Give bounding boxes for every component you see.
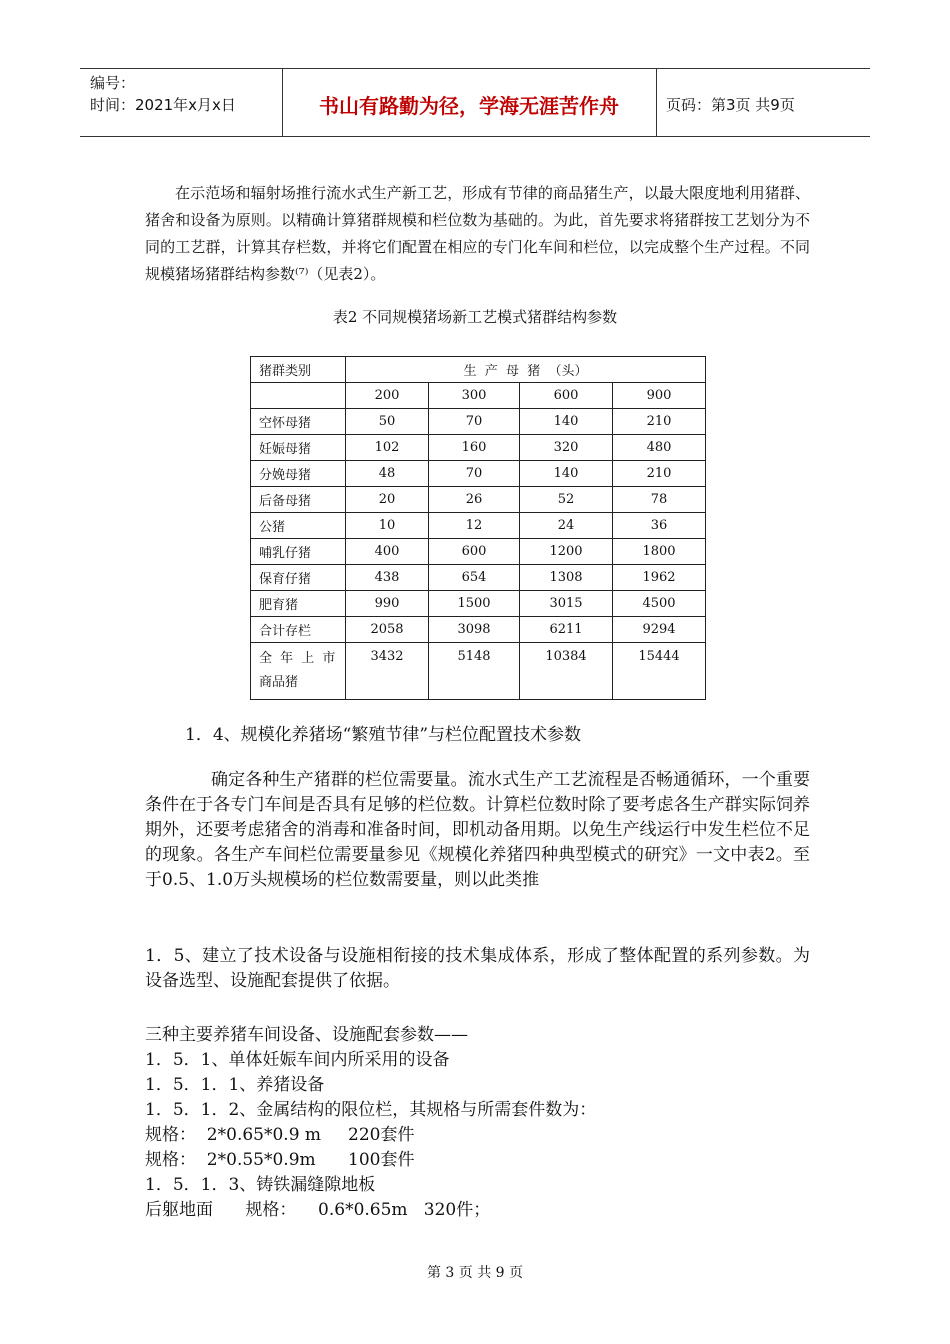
row-label-line1: 全 年 上 市 [259,651,338,666]
header-time-label: 时间：2021年x月x日 [90,96,236,114]
table-cell: 1962 [613,565,706,591]
herd-structure-table [250,356,706,700]
table-row [251,591,706,617]
table-cell: 438 [346,565,429,591]
column-header: 200 [346,383,429,409]
text-line: 1．5．1．2、金属结构的限位栏，其规格与所需套件数为： [145,1100,597,1120]
table-cell: 50 [346,409,429,435]
group-header-text: 生 产 母 猪 （头） [463,364,588,379]
header-rule-bottom [80,136,870,137]
table-cell: 480 [613,435,706,461]
text-line: 规格： 2*0.65*0.9 m 220套件 [145,1125,415,1145]
table-cell: 210 [613,409,706,435]
row-label [251,643,346,700]
table-cell: 1308 [520,565,613,591]
table-cell: 24 [520,513,613,539]
row-label: 后备母猪 [251,487,346,513]
column-header: 900 [613,383,706,409]
table-cell: 5148 [429,643,520,700]
intro-paragraph: 在示范场和辐射场推行流水式生产新工艺，形成有节律的商品猪生产，以最大限度地利用猪群、猪舍和设备为原则。以精确计算猪群规模和栏位数为基础的。为此，首先要求将猪群按工艺划分为不同的工艺群，计算其存栏数，并将它们配置在相应的专门化车间和栏位，以完成整个生产过程。不同规模猪场猪群结构参数⁽⁷⁾（见表2）。 [145,184,810,283]
table-cell: 9294 [613,617,706,643]
text-line: 1．5．1．3、铸铁漏缝隙地板 [145,1175,376,1195]
row-label: 保育仔猪 [251,565,346,591]
row-label: 合计存栏 [251,617,346,643]
table-header-row [251,357,706,383]
row-label: 妊娠母猪 [251,435,346,461]
empty-cell [251,383,346,409]
page-footer: 第 3 页 共 9 页 [426,1265,524,1281]
table-cell: 2058 [346,617,429,643]
table-cell: 20 [346,487,429,513]
table-cell: 990 [346,591,429,617]
header-page-info: 页码：第3页 共9页 [666,96,795,114]
table-cell: 140 [520,461,613,487]
table-cell: 70 [429,461,520,487]
group-header-cell [346,357,706,383]
table-row [251,461,706,487]
table-cell: 400 [346,539,429,565]
text-line: 规格： 2*0.55*0.9m 100套件 [145,1150,415,1170]
text-line: 1．5．1、单体妊娠车间内所采用的设备 [145,1050,450,1070]
table-cell: 10 [346,513,429,539]
table-row [251,513,706,539]
table-cell: 1200 [520,539,613,565]
table-cell: 3432 [346,643,429,700]
table-cell: 52 [520,487,613,513]
row-label: 哺乳仔猪 [251,539,346,565]
table-row [251,617,706,643]
section-heading-1-4: 1．4、规模化养猪场“繁殖节律”与栏位配置技术参数 [185,725,582,745]
row-label: 分娩母猪 [251,461,346,487]
table-cell: 210 [613,461,706,487]
text-line: 1．5．1．1、养猪设备 [145,1075,325,1095]
table-row [251,539,706,565]
table-row [251,643,706,700]
table-cell: 140 [520,409,613,435]
table-caption: 表2 不同规模猪场新工艺模式猪群结构参数 [332,308,618,326]
table-cell: 654 [429,565,520,591]
table-cell: 36 [613,513,706,539]
table-cell: 1800 [613,539,706,565]
row-label: 空怀母猪 [251,409,346,435]
table-cell: 3015 [520,591,613,617]
table-cell: 26 [429,487,520,513]
table-row [251,565,706,591]
header-rule-top [80,68,870,69]
table-cell: 6211 [520,617,613,643]
table-cell: 70 [429,409,520,435]
table-column-row [251,383,706,409]
table-cell: 15444 [613,643,706,700]
paragraph-stall-requirements: 确定各种生产猪群的栏位需要量。流水式生产工艺流程是否畅通循环，一个重要条件在于各专门车间是否具有足够的栏位数。计算栏位数时除了要考虑各生产群实际饲养期外，还要考虑猪舍的消毒和准备时间，即机动备用期。以免生产线运行中发生栏位不足的现象。各生产车间栏位需要量参见《规模化养猪四种典型模式的研究》一文中表2。至于0.5、1.0万头规模场的栏位数需要量，则以此类推 [145,770,810,890]
table-cell: 600 [429,539,520,565]
column-header: 300 [429,383,520,409]
text-line: 后躯地面 规格： 0.6*0.65m 320件； [145,1200,491,1220]
table-cell: 320 [520,435,613,461]
table-row [251,487,706,513]
table-cell: 12 [429,513,520,539]
table-cell: 48 [346,461,429,487]
header-code-label: 编号： [90,74,136,92]
table-row [251,435,706,461]
table-cell: 10384 [520,643,613,700]
header-motto: 书山有路勤为径，学海无涯苦作舟 [319,94,619,118]
row-label: 肥育猪 [251,591,346,617]
header-divider-right [656,68,657,136]
table-cell: 4500 [613,591,706,617]
row-header-cell: 猪群类别 [251,357,346,383]
column-header: 600 [520,383,613,409]
table-row [251,409,706,435]
table-cell: 160 [429,435,520,461]
row-label: 公猪 [251,513,346,539]
table-cell: 78 [613,487,706,513]
paragraph-1-5: 1．5、建立了技术设备与设施相衔接的技术集成体系，形成了整体配置的系列参数。为设备选型、设施配套提供了依据。 [145,946,810,991]
table-cell: 1500 [429,591,520,617]
table-cell: 102 [346,435,429,461]
text-line: 三种主要养猪车间设备、设施配套参数—— [145,1025,468,1045]
table-cell: 3098 [429,617,520,643]
row-label-line2: 商品猪 [259,675,299,690]
